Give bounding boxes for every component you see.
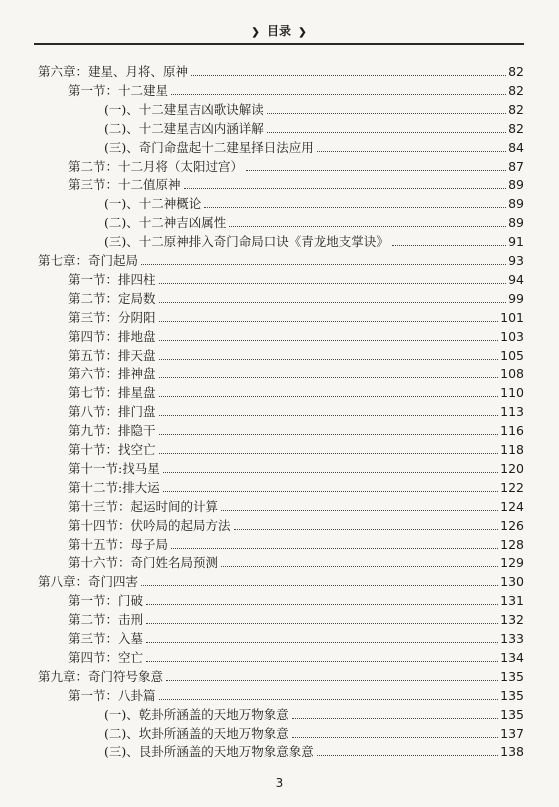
toc-entry-title: 第十四节：伏吟局的起局方法 (68, 517, 231, 533)
toc-entry-page: 110 (500, 385, 524, 401)
toc-entry[interactable] (68, 404, 524, 420)
toc-entry[interactable] (104, 196, 524, 212)
toc-entry-page: 105 (500, 347, 524, 363)
toc-entry[interactable] (104, 726, 524, 742)
toc-entry-title: 第三节：入墓 (68, 631, 144, 646)
header-rule (34, 43, 524, 45)
toc-entry-title: 第九节：排隐干 (68, 423, 156, 439)
dot-leader (159, 453, 499, 454)
toc-entry-title: 第一节：十二建星 (68, 82, 169, 98)
toc-entry-title: 第一节：门破 (68, 593, 144, 609)
toc-entry-page: 133 (500, 631, 524, 646)
dot-leader (159, 377, 499, 378)
toc-entry[interactable] (68, 442, 524, 458)
toc-entry-title: 第十节：找空亡 (68, 442, 156, 457)
toc-entry-page: 120 (500, 460, 524, 476)
dot-leader (246, 170, 506, 171)
page-number: 3 (275, 776, 284, 790)
toc-entry[interactable] (38, 669, 524, 685)
toc-entry[interactable] (68, 631, 524, 647)
toc-entry-title: 第一节：排四柱 (68, 271, 156, 287)
dot-leader (146, 604, 498, 605)
toc-entry-title: 第十二节:排大运 (68, 479, 160, 495)
toc-entry[interactable] (38, 64, 524, 80)
dot-leader (317, 151, 506, 152)
toc-entry-page: 93 (508, 253, 524, 268)
toc-entry[interactable] (68, 291, 524, 307)
dot-leader (392, 245, 506, 246)
toc-entry[interactable] (104, 234, 524, 250)
toc-entry-title: 第十一节:找马星 (68, 460, 160, 476)
toc-entry[interactable] (68, 83, 524, 99)
toc-entry-title: 第二节：击刑 (68, 612, 144, 628)
toc-entry-title: 第四节：空亡 (68, 649, 144, 665)
dot-leader (159, 396, 499, 397)
toc-entry-title: (一)、十二神概论 (104, 196, 202, 212)
dot-leader (234, 529, 499, 530)
dot-leader (171, 94, 506, 95)
toc-entry-page: 135 (500, 706, 524, 722)
toc-entry[interactable] (68, 537, 524, 553)
toc-entry[interactable] (68, 366, 524, 382)
toc-entry-page: 124 (500, 498, 524, 514)
toc-entry-page: 91 (508, 234, 524, 250)
toc-entry-title: 第五节：排天盘 (68, 347, 156, 363)
toc-entry-page: 116 (500, 423, 524, 439)
dot-leader (229, 226, 506, 227)
toc-entry-page: 135 (500, 687, 524, 703)
toc-entry-page: 94 (508, 271, 524, 287)
toc-entry-title: (三)、奇门命盘起十二建星择日法应用 (104, 139, 314, 155)
toc-entry-title: 第七章：奇门起局 (38, 253, 139, 268)
dot-leader (317, 755, 498, 756)
toc-entry-page: 137 (500, 725, 524, 741)
toc-entry-page: 130 (500, 574, 524, 590)
dot-leader (141, 585, 498, 586)
toc-entry[interactable] (104, 140, 524, 156)
toc-entry-title: (二)、十二神吉凶属性 (104, 215, 227, 231)
toc-entry[interactable] (68, 612, 524, 628)
dot-leader (146, 623, 498, 624)
dot-leader (159, 434, 499, 435)
toc-entry-page: 89 (508, 196, 524, 212)
toc-entry[interactable] (38, 574, 524, 590)
dot-leader (191, 75, 506, 76)
toc-entry-title: 第四节：排地盘 (68, 328, 156, 344)
dot-leader (204, 207, 506, 208)
toc-entry-page: 84 (508, 139, 524, 155)
toc-entry-page: 132 (500, 612, 524, 628)
dot-leader (292, 718, 498, 719)
toc-entry-title: 第二节：定局数 (68, 290, 156, 306)
toc-entry-title: 第八节：排门盘 (68, 404, 156, 420)
toc-entry[interactable] (68, 310, 524, 326)
toc-entry-page: 99 (508, 290, 524, 306)
dot-leader (159, 302, 507, 303)
dot-leader (146, 661, 498, 662)
toc-entry-page: 138 (500, 744, 524, 760)
dot-leader (159, 283, 507, 284)
toc-entry[interactable] (68, 650, 524, 666)
toc-entry-page: 82 (508, 101, 524, 117)
toc-entry-title: 第十六节：奇门姓名局预测 (68, 555, 219, 571)
toc-entry[interactable] (68, 499, 524, 515)
toc-entry-title: 第十五节：母子局 (68, 536, 169, 552)
toc-entry[interactable] (104, 707, 524, 723)
toc-entry-title: 第九章：奇门符号象意 (38, 668, 164, 684)
toc-entry-title: 第三节：十二值原神 (68, 177, 181, 193)
dot-leader (141, 264, 506, 265)
toc-entry[interactable] (68, 461, 524, 477)
dot-leader (159, 699, 499, 700)
dot-leader (292, 737, 498, 738)
toc-title: 目录 (266, 24, 291, 38)
toc-entry-title: 第六节：排神盘 (68, 366, 156, 382)
toc-entry[interactable] (68, 688, 524, 704)
toc-entry-page: 113 (500, 404, 524, 420)
toc-entry[interactable] (68, 423, 524, 439)
toc-entry-page: 135 (500, 668, 524, 684)
dot-leader (159, 359, 499, 360)
toc-entry[interactable] (68, 518, 524, 534)
toc-entry-page: 89 (508, 177, 524, 193)
dot-leader (171, 548, 498, 549)
toc-entry[interactable] (68, 272, 524, 288)
dot-leader (221, 566, 498, 567)
dot-leader (159, 415, 499, 416)
swirl-ornament-icon: ❯ (298, 27, 307, 38)
toc-entry-title: (三)、十二原神排入奇门命局口诀《青龙地支掌诀》 (104, 234, 389, 250)
toc-entry-page: 89 (508, 215, 524, 231)
toc-entry-page: 101 (500, 309, 524, 325)
toc-entry-title: (一)、乾卦所涵盖的天地万物象意 (104, 706, 289, 722)
toc-entry-page: 118 (500, 442, 524, 457)
dot-leader (184, 188, 507, 189)
toc-entry-title: 第七节：排星盘 (68, 385, 156, 401)
toc-entry-title: (三)、艮卦所涵盖的天地万物象意象意 (104, 744, 314, 760)
swirl-ornament-icon: ❯ (251, 27, 260, 38)
toc-entry-page: 87 (508, 158, 524, 174)
toc-entry-title: 第一节：八卦篇 (68, 687, 156, 703)
toc-entry[interactable] (68, 480, 524, 496)
toc-entry[interactable] (68, 385, 524, 401)
toc-entry-title: (一)、十二建星吉凶歌诀解读 (104, 101, 264, 117)
dot-leader (159, 321, 499, 322)
toc-entry[interactable] (104, 102, 524, 118)
toc-entry[interactable] (38, 253, 524, 269)
dot-leader (159, 340, 499, 341)
toc-entry[interactable] (68, 348, 524, 364)
toc-entry-title: (二)、坎卦所涵盖的天地万物象意 (104, 725, 289, 741)
page-header (34, 22, 524, 39)
toc-entry-page: 108 (500, 366, 524, 382)
toc-entry-page: 82 (508, 64, 524, 79)
toc-entry[interactable] (104, 215, 524, 231)
toc-entry-page: 103 (500, 328, 524, 344)
toc-entry-page: 129 (500, 555, 524, 571)
toc-entry-page: 131 (500, 593, 524, 609)
dot-leader (267, 113, 506, 114)
toc-entry[interactable] (68, 177, 524, 193)
toc-entry-title: 第八章：奇门四害 (38, 574, 139, 590)
dot-leader (146, 642, 498, 643)
toc-entry-title: 第三节：分阴阳 (68, 309, 156, 325)
toc-entry-page: 82 (508, 82, 524, 98)
dot-leader (163, 472, 498, 473)
toc-entry[interactable] (104, 744, 524, 760)
toc-entry-title: 第二节：十二月将（太阳过宫） (68, 158, 244, 174)
toc-entry-title: 第六章：建星、月将、原神 (38, 64, 189, 79)
toc-entry[interactable] (104, 121, 524, 137)
toc-entry-page: 122 (500, 479, 524, 495)
toc-entry-page: 128 (500, 536, 524, 552)
toc-entry-title: (二)、十二建星吉凶内涵详解 (104, 120, 264, 136)
dot-leader (166, 680, 498, 681)
toc-entry[interactable] (68, 329, 524, 345)
toc-entry-page: 82 (508, 120, 524, 136)
toc-entry[interactable] (68, 159, 524, 175)
toc-entry[interactable] (68, 593, 524, 609)
toc-entry[interactable] (68, 555, 524, 571)
toc-entry-title: 第十三节：起运时间的计算 (68, 498, 219, 514)
toc-entry-page: 126 (500, 517, 524, 533)
dot-leader (267, 132, 506, 133)
toc-entry-page: 134 (500, 649, 524, 665)
dot-leader (163, 491, 498, 492)
dot-leader (221, 510, 498, 511)
